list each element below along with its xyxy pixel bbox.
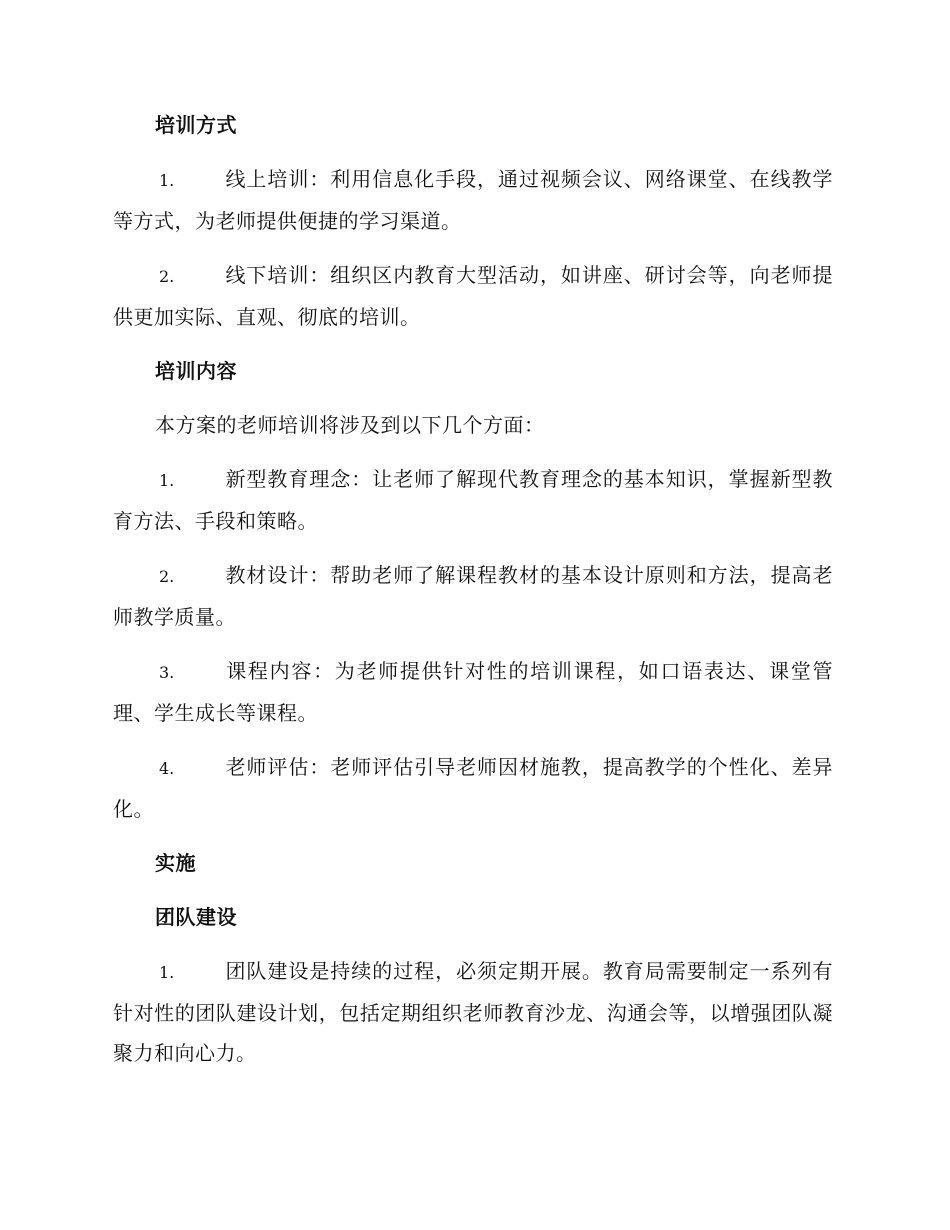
document-page — [113, 105, 833, 1087]
section-heading-training-method: 培训方式 — [155, 113, 237, 137]
list-item — [113, 159, 833, 241]
list-item-number: 2. — [159, 267, 175, 286]
list-item-text: 老师评估：老师评估引导老师因材施教，提高教学的个性化、差异化。 — [113, 755, 833, 821]
list-item — [113, 255, 833, 337]
list-item — [113, 951, 833, 1073]
list-item-text: 线上培训：利用信息化手段，通过视频会议、网络课堂、在线教学等方式，为老师提供便捷的学习渠道。 — [113, 167, 833, 233]
list-item — [113, 555, 833, 637]
list-item — [113, 651, 833, 733]
list-item-number: 1. — [159, 963, 175, 982]
list-item-text: 团队建设是持续的过程，必须定期开展。教育局需要制定一系列有针对性的团队建设计划，包括定期组织老师教育沙龙、沟通会等，以增强团队凝聚力和向心力。 — [113, 959, 833, 1065]
list-item — [113, 459, 833, 541]
list-item-number: 2. — [159, 567, 175, 586]
section-heading-team-building: 团队建设 — [155, 905, 237, 929]
section-heading-implementation: 实施 — [155, 851, 196, 875]
list-item-number: 1. — [159, 471, 175, 490]
list-item — [113, 747, 833, 829]
section-heading-training-content: 培训内容 — [155, 359, 237, 383]
list-item-text: 课程内容：为老师提供针对性的培训课程，如口语表达、课堂管理、学生成长等课程。 — [113, 659, 833, 725]
list-item-number: 3. — [159, 663, 175, 682]
list-item-text: 教材设计：帮助老师了解课程教材的基本设计原则和方法，提高老师教学质量。 — [113, 563, 833, 629]
list-item-text: 新型教育理念：让老师了解现代教育理念的基本知识，掌握新型教育方法、手段和策略。 — [113, 467, 833, 533]
list-item-number: 4. — [159, 759, 175, 778]
intro-paragraph: 本方案的老师培训将涉及到以下几个方面： — [155, 413, 545, 437]
list-item-text: 线下培训：组织区内教育大型活动，如讲座、研讨会等，向老师提供更加实际、直观、彻底的培训。 — [113, 263, 833, 329]
list-item-number: 1. — [159, 171, 175, 190]
